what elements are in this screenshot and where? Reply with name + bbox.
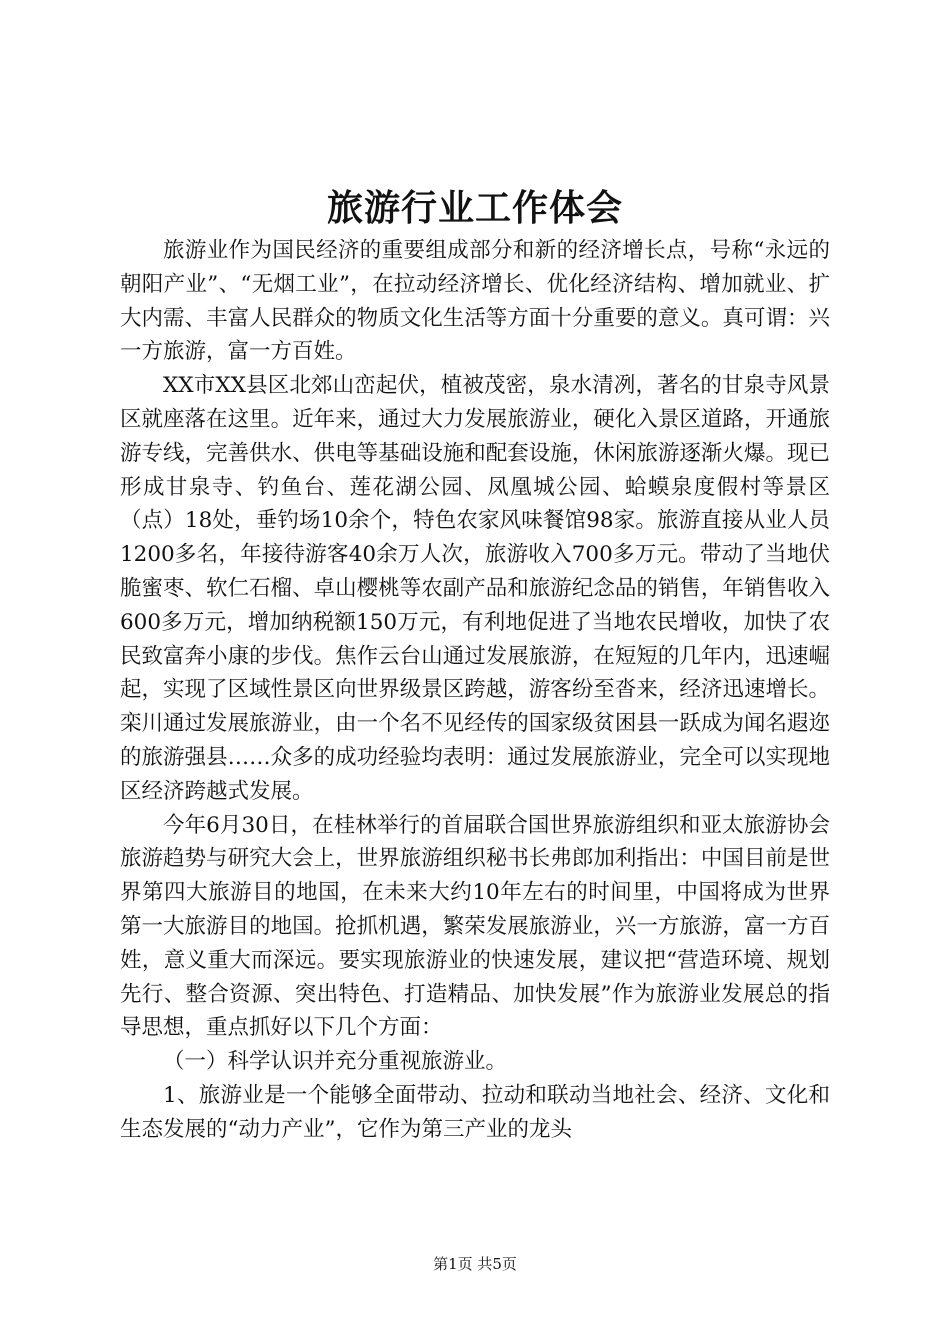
paragraph-3: 今年6月30日，在桂林举行的首届联合国世界旅游组织和亚太旅游协会旅游趋势与研究大会上，世界旅游组织秘书长弗郎加利指出：中国目前是世界第四大旅游目的地国，在未来大约10年左右的时间里，中国将成为世界第一大旅游目的地国。抢抓机遇，繁荣发展旅游业，兴一方旅游，富一方百姓，意义重大而深远。要实现旅游业的快速发展，建议把“营造环境、规划先行、整合资源、突出特色、打造精品、加快发展”作为旅游业发展总的指导思想，重点抓好以下几个方面：	[120, 812, 830, 1041]
page-footer: 第1页 共5页	[433, 1255, 517, 1273]
paragraph-4: （一）科学认识并充分重视旅游业。	[163, 1049, 508, 1075]
paragraph-2: XX市XX县区北郊山峦起伏，植被茂密，泉水清冽，著名的甘泉寺风景区就座落在这里。近年来，通过大力发展旅游业，硬化入景区道路，开通旅游专线，完善供水、供电等基础设施和配套设施，休闲旅游逐渐火爆。现已形成甘泉寺、钓鱼台、莲花湖公园、凤凰城公园、蛤蟆泉度假村等景区（点）18处，垂钓场10余个，特色农家风味餐馆98家。旅游直接从业人员1200多名，年接待游客40余万人次，旅游收入700多万元。带动了当地伏脆蜜枣、软仁石榴、卓山樱桃等农副产品和旅游纪念品的销售，年销售收入600多万元，增加纳税额150万元，有利地促进了当地农民增收，加快了农民致富奔小康的步伐。焦作云台山通过发展旅游，在短短的几年内，迅速崛起，实现了区域性景区向世界级景区跨越，游客纷至沓来，经济迅速增长。栾川通过发展旅游业，由一个名不见经传的国家级贫困县一跃成为闻名遐迩的旅游强县……众多的成功经验均表明：通过发展旅游业，完全可以实现地区经济跨越式发展。	[120, 373, 830, 804]
document-body	[120, 234, 830, 1147]
paragraph-1: 旅游业作为国民经济的重要组成部分和新的经济增长点，号称“永远的朝阳产业”、“无烟工业”，在拉动经济增长、优化经济结构、增加就业、扩大内需、丰富人民群众的物质文化生活等方面十分重要的意义。真可谓：兴一方旅游，富一方百姓。	[120, 238, 830, 365]
paragraph-5: 1、旅游业是一个能够全面带动、拉动和联动当地社会、经济、文化和生态发展的“动力产业”，它作为第三产业的龙头	[120, 1082, 830, 1142]
document-title: 旅游行业工作体会	[326, 187, 623, 229]
